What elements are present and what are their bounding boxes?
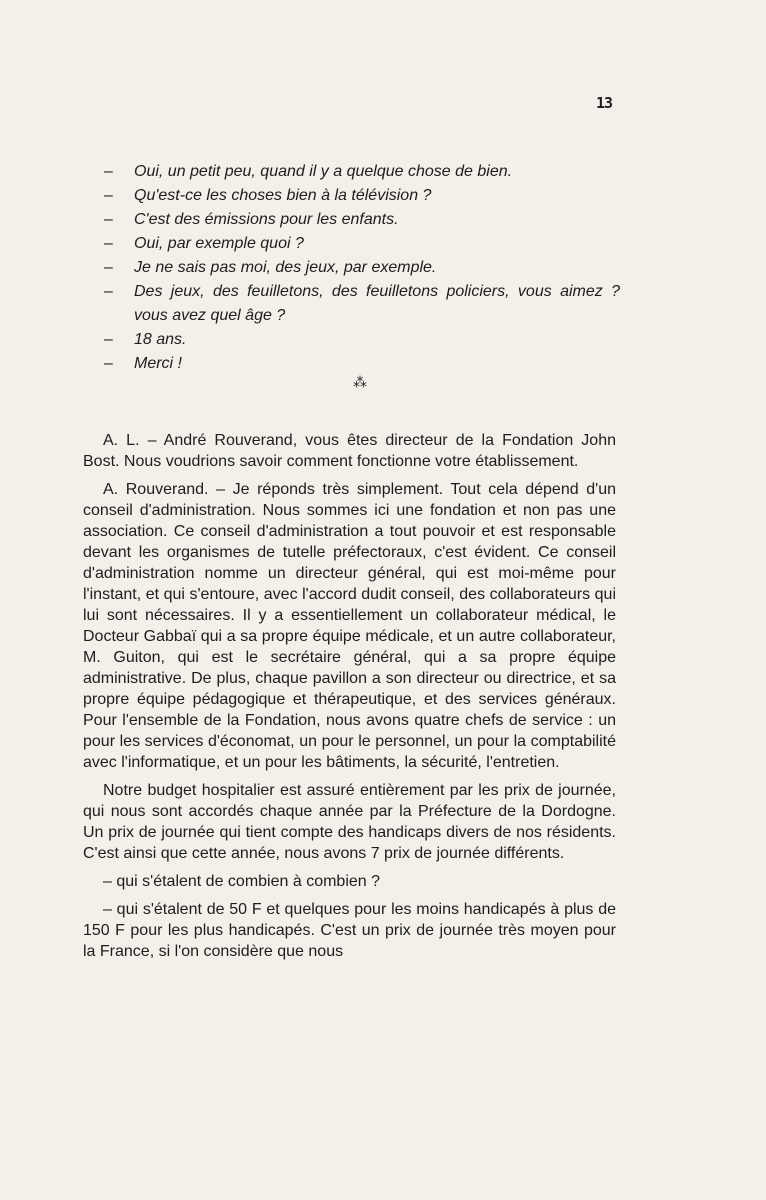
dialogue-dash: – [104, 331, 113, 348]
paragraph: A. Rouverand. – Je réponds très simplement. Tout cela dépend d'un conseil d'administration. Nous sommes ici une fondation et non pas une association. Ce conseil d'administration a tout pouvoir et est responsable devant les organismes de tutelle préfectoraux, c'est évident. Ce conseil d'administration nomme un directeur général, qui est moi-même pour l'instant, et qui s'entoure, avec l'accord dudit conseil, des collaborateurs qui lui sont nécessaires. Il y a essentiellement un collaborateur médical, le Docteur Gabbaï qui a sa propre équipe médicale, et un autre collaborateur, M. Guiton, qui est le secrétaire général, qui a sa propre équipe administrative. De plus, chaque pavillon a son directeur ou directrice, et sa propre équipe pédagogique et thérapeutique, et des services généraux. Pour l'ensemble de la Fondation, nous avons quatre chefs de service : un pour les services d'économat, un pour le personnel, un pour la comptabilité avec l'informatique, et un pour les bâtiments, la sécurité, l'entretien. [83, 481, 616, 771]
dialogue-line [104, 184, 620, 208]
dialogue-line [104, 232, 620, 256]
paragraph: – qui s'étalent de 50 F et quelques pour les moins handicapés à plus de 150 F pour les plus handicapés. C'est un prix de journée très moyen pour la France, si l'on considère que nous [83, 901, 616, 960]
dialogue-line [104, 208, 620, 232]
section-break-asterism: ⁂ [353, 374, 367, 390]
dialogue-text: Oui, un petit peu, quand il y a quelque chose de bien. [134, 163, 513, 180]
dialogue-line [104, 352, 620, 376]
dialogue-dash: – [104, 355, 113, 372]
dialogue-dash: – [104, 235, 113, 252]
dialogue-text: Des jeux, des feuilletons, des feuilletons policiers, vous aimez ? vous avez quel âge ? [134, 283, 620, 324]
dialogue-dash: – [104, 163, 113, 180]
dialogue-text: Oui, par exemple quoi ? [134, 235, 304, 252]
paragraph: – qui s'étalent de combien à combien ? [103, 873, 381, 890]
dialogue-dash: – [104, 259, 113, 276]
dialogue-line [104, 160, 620, 184]
dialogue-text: C'est des émissions pour les enfants. [134, 211, 399, 228]
interview-body [83, 430, 616, 969]
dialogue-dash: – [104, 211, 113, 228]
dialogue-text: 18 ans. [134, 331, 187, 348]
dialogue-text: Qu'est-ce les choses bien à la télévision ? [134, 187, 432, 204]
paragraph: Notre budget hospitalier est assuré entièrement par les prix de journée, qui nous sont accordés chaque année par la Préfecture de la Dordogne. Un prix de journée qui tient compte des handicaps divers de nos résidents. C'est ainsi que cette année, nous avons 7 prix de journée différents. [83, 782, 616, 862]
dialogue-dash: – [104, 187, 113, 204]
dialogue-line [104, 328, 620, 352]
dialogue-dash: – [104, 283, 113, 300]
dialogue-text: Merci ! [134, 355, 182, 372]
paragraph: A. L. – André Rouverand, vous êtes directeur de la Fondation John Bost. Nous voudrions savoir comment fonctionne votre établissement. [83, 432, 616, 470]
page-number: 13 [596, 94, 613, 112]
dialogue-line [104, 280, 620, 328]
interview-dialogue [104, 160, 620, 376]
dialogue-line [104, 256, 620, 280]
dialogue-text: Je ne sais pas moi, des jeux, par exemple. [134, 259, 437, 276]
